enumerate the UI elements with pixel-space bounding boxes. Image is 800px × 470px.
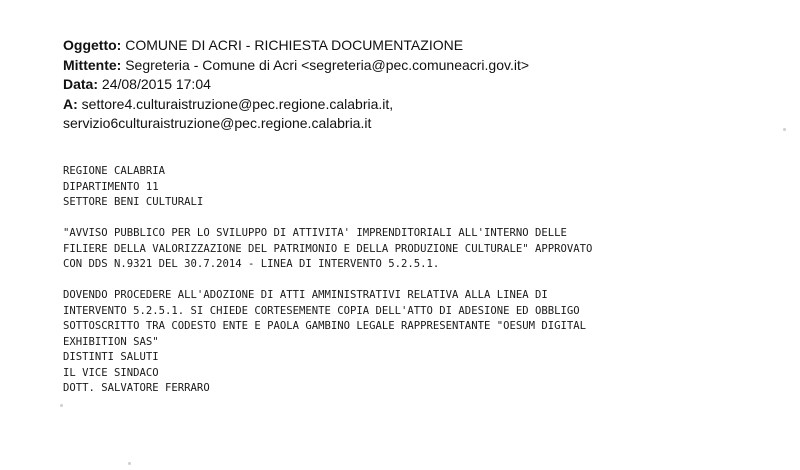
signer-title: IL VICE SINDACO — [63, 366, 159, 379]
recipients-label: A: — [63, 95, 78, 112]
body-line: SOTTOSCRITTO TRA CODESTO ENTE E PAOLA GAMBINO LEGALE RAPPRESENTANTE "OESUM DIGITAL — [63, 320, 586, 332]
closing-line: DISTINTI SALUTI — [63, 351, 159, 363]
date-row — [63, 75, 763, 95]
paragraph-gap — [63, 273, 763, 289]
sender-label: Mittente: — [63, 56, 122, 73]
subject-label: Oggetto: — [63, 37, 122, 53]
recipients-row-2 — [63, 114, 763, 134]
email-header — [63, 36, 763, 134]
body-line: REGIONE CALABRIA — [63, 165, 166, 177]
body-line: INTERVENTO 5.2.5.1. SI CHIEDE CORTESEMENTE COPIA DELL'ATTO DI ADESIONE ED OBBLIGO — [63, 304, 580, 317]
body-line: FILIERE DELLA VALORIZZAZIONE DEL PATRIMONIO E DELLA PRODUZIONE CULTURALE" APPROVATO — [63, 242, 593, 255]
sender-value: Segreteria - Comune di Acri <segreteria@pec.comuneacri.gov.it> — [121, 56, 530, 73]
body-line: CON DDS N.9321 DEL 30.7.2014 - LINEA DI INTERVENTO 5.2.5.1. — [63, 258, 440, 270]
body-line: EXHIBITION SAS" — [63, 335, 159, 348]
signer-name: DOTT. SALVATORE FERRARO — [63, 382, 210, 394]
email-body — [63, 164, 763, 397]
subject-value: COMUNE DI ACRI - RICHIESTA DOCUMENTAZIONE — [121, 37, 464, 53]
scan-speck — [783, 128, 786, 131]
body-line: SETTORE BENI CULTURALI — [63, 196, 204, 208]
scan-speck — [60, 404, 63, 407]
recipients-row — [63, 95, 763, 115]
recipient-2: servizio6culturaistruzione@pec.regione.calabria.it — [63, 115, 372, 131]
scan-speck — [128, 462, 131, 465]
subject-row — [63, 36, 763, 56]
paragraph-gap — [63, 211, 763, 227]
date-value: 24/08/2015 17:04 — [98, 76, 211, 92]
date-label: Data: — [63, 76, 99, 92]
body-line: DIPARTIMENTO 11 — [63, 180, 159, 193]
body-line: "AVVISO PUBBLICO PER LO SVILUPPO DI ATTIVITA' IMPRENDITORIALI ALL'INTERNO DELLE — [63, 227, 567, 239]
sender-row — [63, 56, 763, 76]
recipient-1: settore4.culturaistruzione@pec.regione.calabria.it, — [77, 95, 394, 112]
body-line: DOVENDO PROCEDERE ALL'ADOZIONE DI ATTI AMMINISTRATIVI RELATIVA ALLA LINEA DI — [63, 289, 548, 301]
